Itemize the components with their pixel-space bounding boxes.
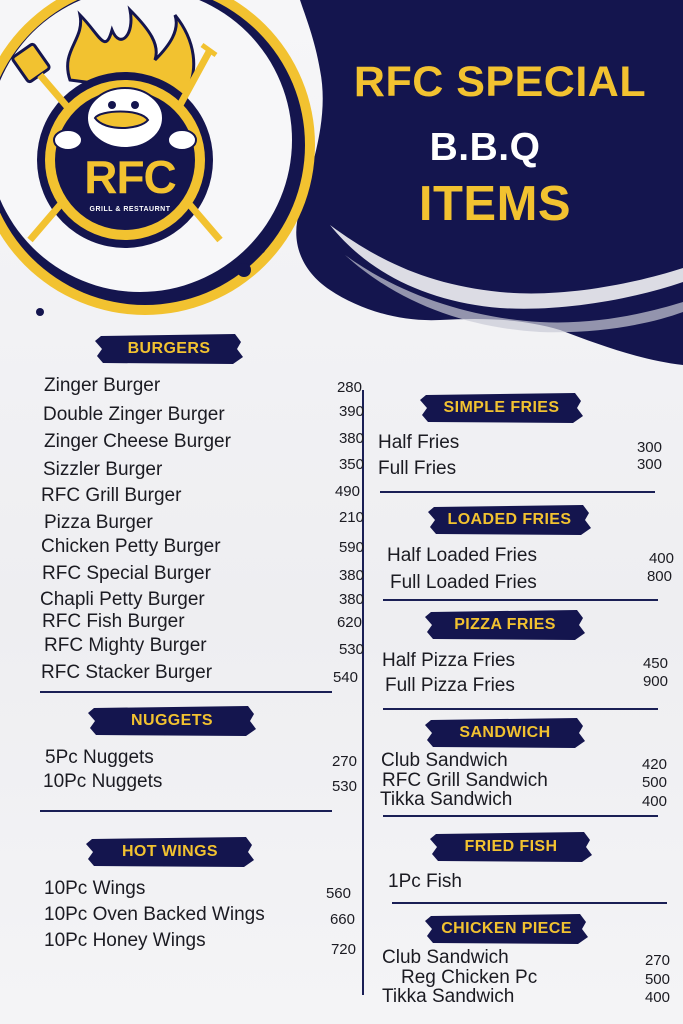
menu-item-name: Chicken Petty Burger [41, 536, 221, 557]
title-line-2: B.B.Q [429, 126, 541, 169]
heading-label: LOADED FRIES [447, 511, 572, 528]
menu-item-price: 380 [338, 567, 364, 584]
menu-item-price: 800 [646, 568, 672, 585]
menu-item-name: Tikka Sandwich [380, 789, 513, 810]
column-divider [362, 390, 364, 995]
dot-1 [237, 263, 251, 277]
rule-nuggets [40, 810, 332, 812]
rule-fried-fish [392, 902, 667, 904]
menu-item-name: Pizza Burger [44, 512, 153, 533]
logo-tagline: GRILL & RESTAURNT [89, 206, 171, 213]
menu-item-name: 10Pc Nuggets [43, 771, 163, 792]
menu-item-name: Sizzler Burger [43, 459, 163, 480]
menu-item-name: RFC Fish Burger [42, 611, 185, 632]
menu-item-name: 1Pc Fish [388, 871, 462, 892]
menu-item-name: Half Pizza Fries [382, 650, 516, 671]
menu-item-name: Club Sandwich [382, 947, 509, 968]
menu-item-name: Club Sandwich [381, 750, 508, 771]
menu-item-name: 10Pc Wings [44, 878, 146, 899]
heading-simple-fries [420, 391, 583, 425]
menu-item-price: 530 [331, 778, 357, 795]
menu-item-price: 540 [332, 669, 358, 686]
menu-item-price: 500 [641, 774, 667, 791]
menu-item-name: 10Pc Oven Backed Wings [44, 904, 265, 925]
rule-loaded-fries [383, 599, 658, 601]
menu-item-name: Zinger Cheese Burger [44, 431, 231, 452]
heading-label: HOT WINGS [121, 843, 219, 860]
menu-item-name: Double Zinger Burger [43, 404, 225, 425]
menu-item-price: 500 [644, 971, 670, 988]
menu-item-price: 720 [330, 941, 356, 958]
menu-item-price: 400 [641, 793, 667, 810]
heading-fried-fish [430, 830, 592, 864]
title-line-3: ITEMS [418, 177, 572, 231]
menu-item-price: 210 [338, 509, 364, 526]
menu-item-price: 900 [642, 673, 668, 690]
menu-item-price: 490 [334, 483, 360, 500]
heading-label: NUGGETS [131, 712, 213, 729]
rule-sandwich [383, 815, 658, 817]
rule-burgers [40, 691, 332, 693]
menu-item-name: Half Fries [378, 432, 460, 453]
menu-item-price: 280 [336, 379, 362, 396]
heading-label: PIZZA FRIES [454, 616, 556, 633]
heading-label: CHICKEN PIECE [441, 920, 572, 937]
menu-item-price: 300 [636, 439, 662, 456]
heading-label: SANDWICH [459, 724, 551, 741]
heading-sandwich [425, 716, 585, 750]
menu-item-name: Zinger Burger [44, 375, 161, 396]
menu-item-price: 380 [338, 591, 364, 608]
menu-item-price: 590 [338, 539, 364, 556]
dot-3 [36, 308, 44, 316]
menu-item-name: Full Loaded Fries [390, 572, 537, 593]
heading-nuggets [88, 704, 256, 738]
menu-item-name: RFC Special Burger [42, 563, 211, 584]
heading-burgers [95, 332, 243, 366]
menu-item-name: RFC Stacker Burger [41, 662, 213, 683]
menu-item-price: 270 [331, 753, 357, 770]
menu-item-name: 10Pc Honey Wings [44, 930, 206, 951]
menu-item-price: 270 [644, 952, 670, 969]
menu-item-price: 390 [338, 403, 364, 420]
heading-hot-wings [86, 835, 254, 869]
heading-loaded-fries [428, 503, 591, 537]
menu-item-price: 620 [336, 614, 362, 631]
menu-item-price: 560 [325, 885, 351, 902]
rule-pizza-fries [383, 708, 658, 710]
menu-item-name: RFC Grill Burger [41, 485, 182, 506]
menu-item-price: 660 [329, 911, 355, 928]
menu-item-name: RFC Mighty Burger [44, 635, 207, 656]
menu-item-price: 400 [644, 989, 670, 1006]
dot-2 [259, 247, 265, 253]
logo-brand: RFC [84, 151, 176, 203]
menu-item-name: 5Pc Nuggets [45, 747, 154, 768]
menu-item-price: 380 [338, 430, 364, 447]
heading-label: BURGERS [127, 340, 211, 357]
title-line-1: RFC SPECIAL [353, 58, 647, 106]
menu-item-price: 300 [636, 456, 662, 473]
heading-label: SIMPLE FRIES [443, 399, 560, 416]
menu-item-name: Full Pizza Fries [385, 675, 515, 696]
rule-simple-fries [380, 491, 655, 493]
menu-item-name: RFC Grill Sandwich [382, 770, 548, 791]
menu-item-name: Chapli Petty Burger [40, 589, 205, 610]
menu-item-name: Reg Chicken Pc [401, 967, 538, 988]
menu-item-price: 450 [642, 655, 668, 672]
menu-item-name: Tikka Sandwich [382, 986, 515, 1007]
heading-chicken-piece [425, 912, 588, 946]
menu-item-price: 420 [641, 756, 667, 773]
menu-item-price: 400 [648, 550, 674, 567]
menu-item-price: 350 [338, 456, 364, 473]
heading-label: FRIED FISH [464, 838, 558, 855]
menu-item-name: Full Fries [378, 458, 457, 479]
menu-item-price: 530 [338, 641, 364, 658]
heading-pizza-fries [425, 608, 585, 642]
menu-item-name: Half Loaded Fries [387, 545, 537, 566]
